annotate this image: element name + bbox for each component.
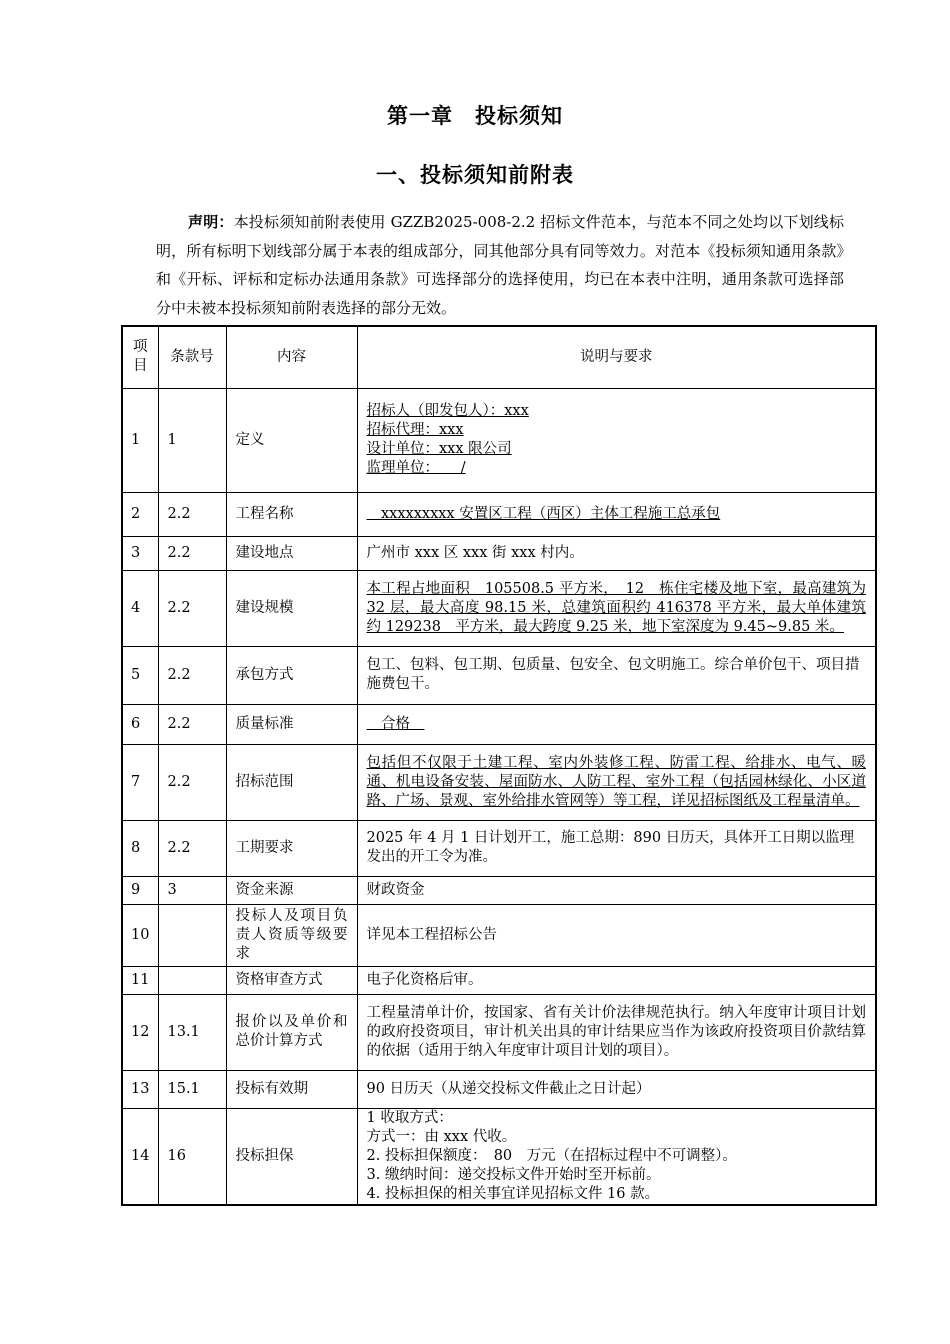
description-line: 详见本工程招标公告 [366,926,497,943]
header-item-no: 项目 [122,326,158,388]
header-clause: 条款号 [158,326,226,388]
description-line: 包工、包料、包工期、包质量、包安全、包文明施工。综合单价包干、项目措施费包干。 [366,657,860,692]
row-clause: 15.1 [158,1070,226,1108]
row-clause: 2.2 [158,744,226,820]
table-row [122,876,876,904]
row-description [357,570,876,646]
row-content: 建设地点 [226,536,357,570]
row-clause: 2.2 [158,570,226,646]
description-line: 合格 [366,715,425,732]
row-content: 资金来源 [226,876,357,904]
description-line: 财政资金 [366,881,425,898]
description-line: 包括但不仅限于土建工程、室内外装修工程、防雷工程、给排水、电气、暖通、机电设备安装、屋面防水、人防工程、室外工程（包括园林绿化、小区道路、广场、景观、室外给排水管网等）等工程，详见招标图纸及工程量清单。 [366,754,866,809]
row-clause: 1 [158,388,226,492]
table-row [122,904,876,966]
table-header-row [122,326,876,388]
row-description [357,704,876,744]
row-description [357,1108,876,1205]
table-row [122,966,876,994]
row-item-no: 13 [122,1070,158,1108]
row-description [357,904,876,966]
row-clause: 2.2 [158,492,226,536]
row-clause [158,904,226,966]
row-description [357,994,876,1070]
header-content: 内容 [226,326,357,388]
description-line: 方式一：由 xxx 代收。 [366,1128,517,1145]
description-line: 工程量清单计价，按国家、省有关计价法律规范执行。纳入年度审计项目计划的政府投资项目，审计机关出具的审计结果应当作为该政府投资项目价款结算的依据（适用于纳入年度审计项目计划的项目）。 [366,1004,866,1059]
chapter-title: 第一章 投标须知 [387,103,563,128]
section-title: 一、投标须知前附表 [376,162,574,187]
description-line: 广州市 xxx 区 xxx 街 xxx 村内。 [366,544,584,561]
declaration-paragraph [156,208,844,322]
row-content: 招标范围 [226,744,357,820]
description-line: 招标代理：xxx [366,422,464,438]
row-clause: 3 [158,876,226,904]
description-line: 2. 投标担保额度： 80 万元（在招标过程中不可调整）。 [366,1147,737,1164]
description-line: 2025 年 4 月 1 日计划开工，施工总期：890 日历天，具体开工日期以监理发出的开工令为准。 [366,830,855,865]
row-description [357,1070,876,1108]
row-content: 建设规模 [226,570,357,646]
table-row [122,744,876,820]
declaration-text: 本投标须知前附表使用 GZZB2025-008-2.2 招标文件范本，与范本不同之处均以下划线标明，所有标明下划线部分属于本表的组成部分，同其他部分具有同等效力。对范本《投标须知通用条款》和《开标、评标和定标办法通用条款》可选择部分的选择使用，均已在本表中注明，通用条款可选择部分中未被本投标须知前附表选择的部分无效。 [156,213,844,317]
row-clause: 2.2 [158,704,226,744]
row-item-no: 4 [122,570,158,646]
row-content: 资格审查方式 [226,966,357,994]
table-row [122,820,876,876]
row-content: 投标担保 [226,1108,357,1205]
table-row [122,492,876,536]
declaration-label: 声明： [188,213,234,231]
row-item-no: 7 [122,744,158,820]
row-item-no: 5 [122,646,158,704]
row-clause: 2.2 [158,820,226,876]
row-content: 定义 [226,388,357,492]
table-row [122,570,876,646]
row-clause: 16 [158,1108,226,1205]
row-item-no: 9 [122,876,158,904]
row-content: 投标有效期 [226,1070,357,1108]
row-item-no: 3 [122,536,158,570]
description-line: 设计单位：xxx 限公司 [366,441,512,457]
description-line: 监理单位： / [366,460,466,476]
row-item-no: 6 [122,704,158,744]
row-content: 工程名称 [226,492,357,536]
table-row [122,536,876,570]
row-description [357,966,876,994]
row-description [357,744,876,820]
row-content: 工期要求 [226,820,357,876]
table-row [122,1070,876,1108]
row-content: 承包方式 [226,646,357,704]
description-line: 电子化资格后审。 [366,971,483,988]
table-row [122,704,876,744]
row-item-no: 14 [122,1108,158,1205]
row-clause [158,966,226,994]
row-clause: 2.2 [158,536,226,570]
row-item-no: 12 [122,994,158,1070]
row-description [357,536,876,570]
description-line: 本工程占地面积 105508.5 平方米， 12 栋住宅楼及地下室，最高建筑为 32 层，最大高度 98.15 米，总建筑面积约 416378 平方米，最大单体建筑约 129238 平方米，最大跨度 9.25 米，地下室深度为 9.45~9.85 米。 [366,580,866,635]
description-line: 90 日历天（从递交投标文件截止之日计起） [366,1080,651,1097]
row-item-no: 11 [122,966,158,994]
description-line: 1 收取方式： [366,1109,453,1126]
row-description [357,492,876,536]
row-content: 质量标准 [226,704,357,744]
description-line: 4. 投标担保的相关事宜详见招标文件 16 款。 [366,1185,660,1202]
table-row [122,1108,876,1205]
table-row [122,994,876,1070]
row-item-no: 2 [122,492,158,536]
table-row [122,388,876,492]
description-line: xxxxxxxxx 安置区工程（西区）主体工程施工总承包 [366,505,721,522]
row-content: 投标人及项目负责人资质等级要求 [226,904,357,966]
description-line: 3. 缴纳时间：递交投标文件开始时至开标前。 [366,1166,661,1183]
row-item-no: 8 [122,820,158,876]
row-description [357,646,876,704]
row-item-no: 10 [122,904,158,966]
row-content: 报价以及单价和总价计算方式 [226,994,357,1070]
bid-instructions-table [121,325,877,1206]
row-description [357,388,876,492]
description-line: 招标人（即发包人）：xxx [366,403,529,419]
header-description: 说明与要求 [357,326,876,388]
row-description [357,876,876,904]
row-clause: 13.1 [158,994,226,1070]
row-clause: 2.2 [158,646,226,704]
row-description [357,820,876,876]
table-row [122,646,876,704]
row-item-no: 1 [122,388,158,492]
